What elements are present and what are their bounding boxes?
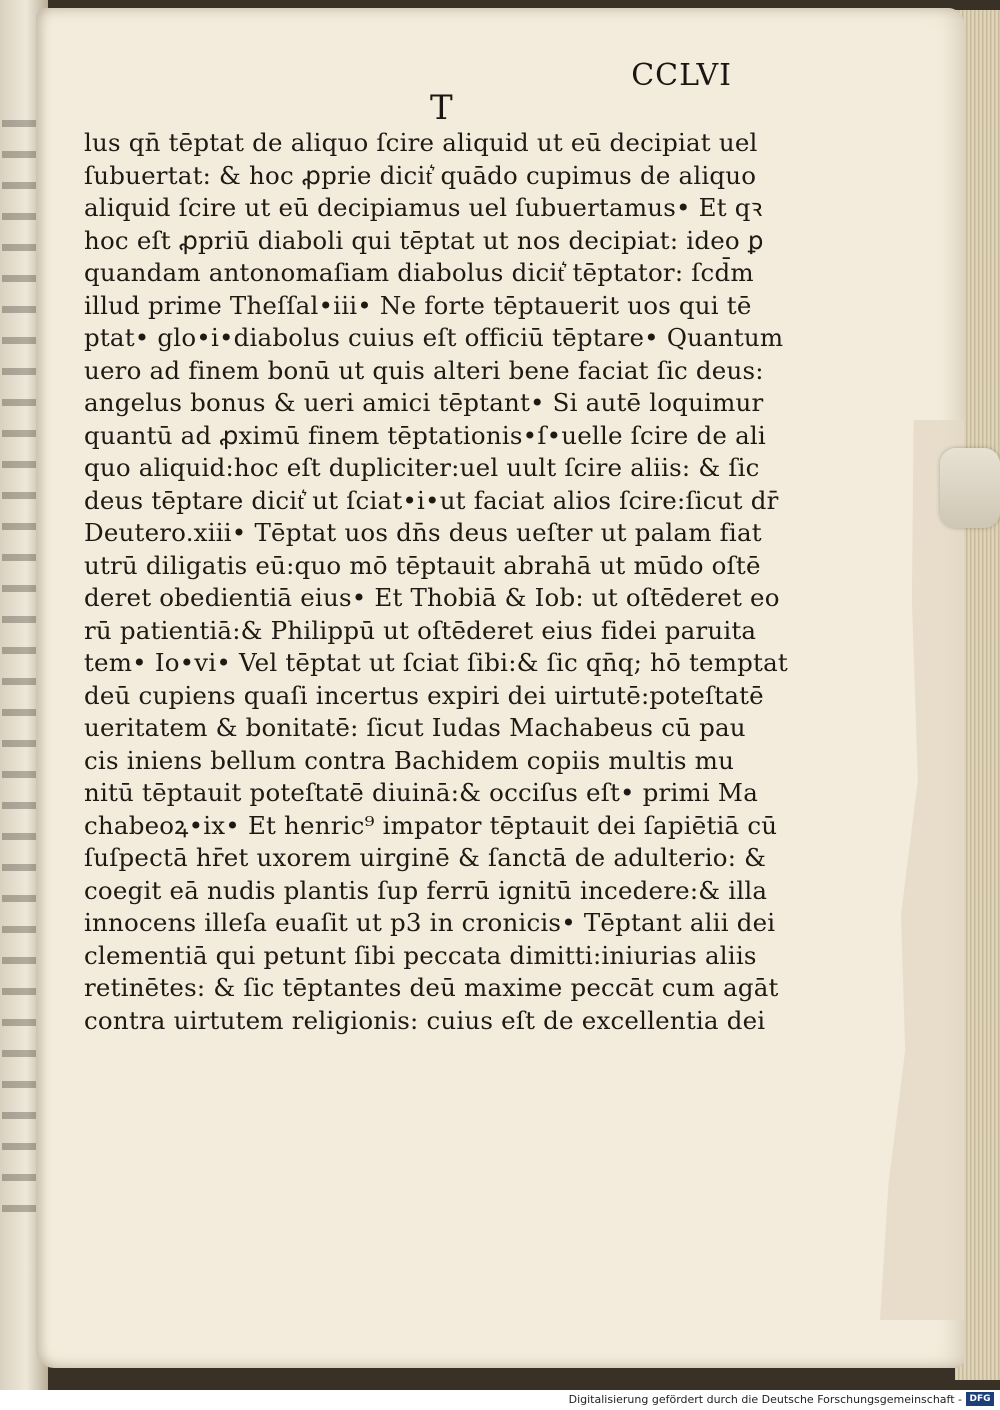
text-line: Deutero.xiii• Tēptat uos dn̄s deus ueſter ut palam fiat (84, 518, 762, 547)
text-line: nitū tēptauit poteſtatē diuinā:& occiſus eſt• primi Ma (84, 778, 759, 807)
text-line: aliquid ſcire ut eū decipiamus uel ſubuertamus• Et qꝛ (84, 193, 763, 222)
text-line: ptat• glo•i•diabolus cuius eſt officiū tēptare• Quantum (84, 323, 784, 352)
section-letter: T (430, 88, 453, 128)
text-line: clementiā qui petunt ſibi peccata dimitti:iniurias aliis (84, 940, 757, 970)
text-line: ſubuertat: & hoc ꝓprie dicit͛ quādo cupimus de aliquo (84, 160, 757, 190)
text-line: ſuſpectā hr̄et uxorem uirginē & ſanctā de adulterio: & (84, 843, 767, 872)
dfg-logo: DFG (966, 1392, 994, 1406)
text-line: deū cupiens quaſi incertus expiri dei uirtutē:poteſtatē (84, 680, 764, 710)
text-line: deret obedientiā eius• Et Thobiā & Iob: ut oſtēderet eo (84, 583, 780, 612)
digitization-credit: Digitalisierung gefördert durch die Deutsche Forschungsgemeinschaft - (568, 1393, 962, 1406)
body-text (84, 127, 788, 1037)
text-line: lus qn̄ tēptat de aliquo ſcire aliquid ut eū decipiat uel (84, 128, 758, 157)
text-line: quantū ad ꝓximū finem tēptationis•ſ•uelle ſcire de ali (84, 420, 766, 450)
text-line: coegit eā nudis plantis ſup ferrū ignitū incedere:& illa (84, 875, 768, 905)
text-line: cis iniens bellum contra Bachidem copiis multis mu (84, 745, 735, 775)
text-line: illud prime Theſſal•iii• Ne forte tēptauerit uos qui tē (84, 290, 752, 320)
text-line: hoc eſt ꝓpriū diaboli qui tēptat ut nos decipiat: ideo ꝑ (84, 225, 764, 255)
text-line: quo aliquid:hoc eſt dupliciter:uel uult ſcire aliis: & ſic (84, 453, 760, 482)
bookmark-tab (940, 448, 1000, 528)
folio-number: CCLVI (631, 58, 732, 93)
text-line: tem• Io•vi• Vel tēptat ut ſciat ſibi:& ſic qn̄q; hō temptat (84, 648, 788, 677)
text-line: rū patientiā:& Philippū ut oſtēderet eius fidei paruita (84, 615, 757, 645)
text-line: retinētes: & ſic tēptantes deū maxime peccāt cum agāt (84, 973, 779, 1002)
text-line: chabeoꝝ•ix• Et henric⁹ impator tēptauit dei ſapiētiā cū (84, 810, 778, 840)
text-line: ueritatem & bonitatē: ſicut Iudas Machabeus cū pau (84, 713, 746, 742)
text-line: uero ad finem bonū ut quis alteri bene faciat ſic deus: (84, 355, 764, 385)
text-line: angelus bonus & ueri amici tēptant• Si autē loquimur (84, 388, 764, 417)
text-line: contra uirtutem religionis: cuius eſt de excellentia dei (84, 1005, 766, 1035)
text-line: deus tēptare dicit͛ ut ſciat•i•ut faciat alios ſcire:ſicut dr̄ (84, 485, 779, 515)
text-line: utrū diligatis eū:quo mō tēptauit abrahā ut mūdo oſtē (84, 550, 761, 580)
text-line: innocens illeſa euaſit ut p3 in cronicis• Tēptant alii dei (84, 908, 776, 937)
text-line: quandam antonomaſiam diabolus dicit͛ tēptator: ſcd̄m (84, 258, 754, 287)
